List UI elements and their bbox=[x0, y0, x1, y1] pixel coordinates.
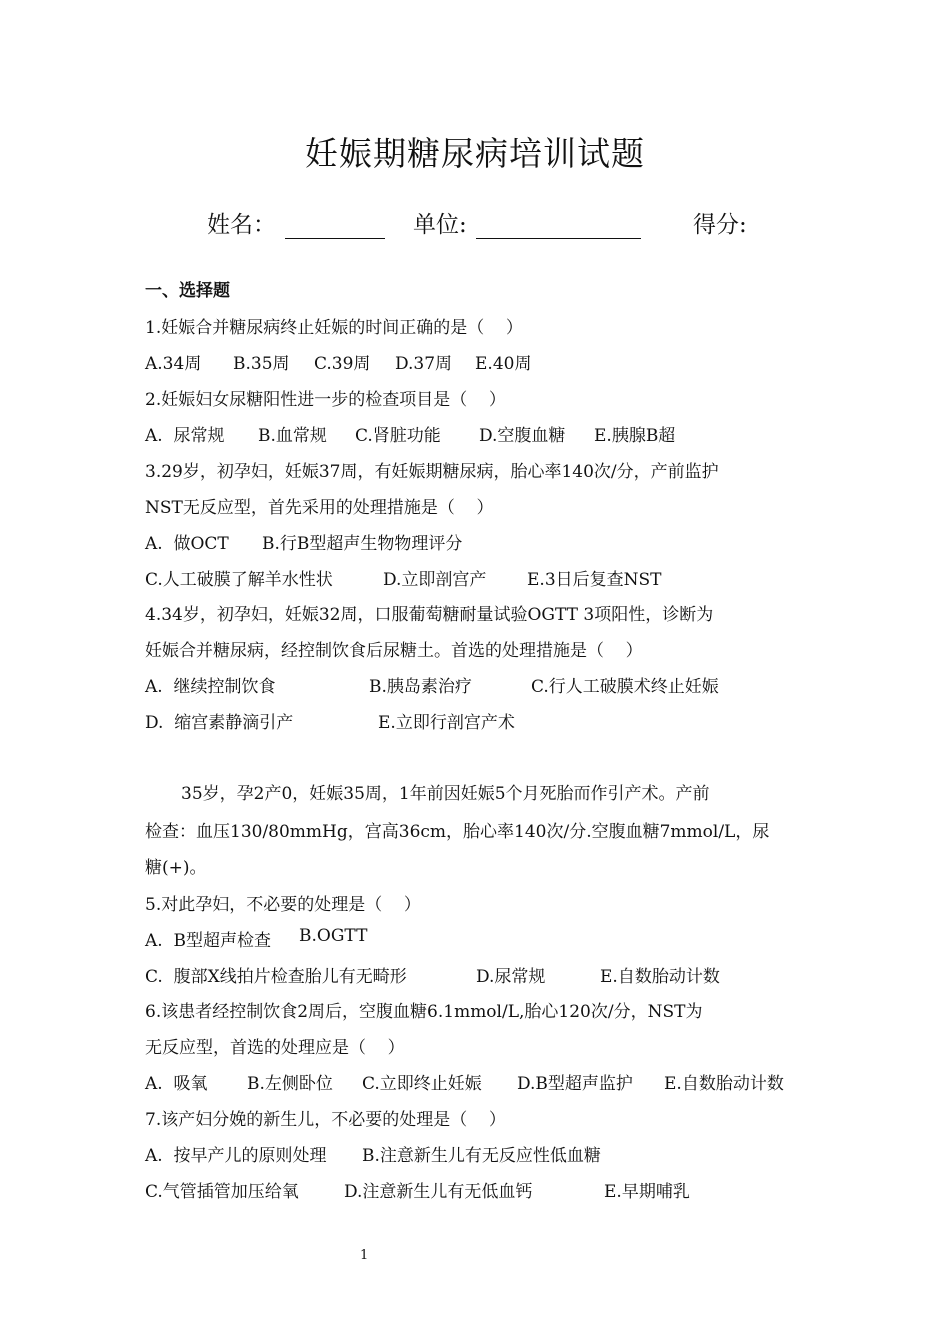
question-3-stem-line2: NST无反应型，首先采用的处理措施是（ ） bbox=[145, 498, 494, 518]
score-label: 得分: bbox=[693, 212, 747, 238]
q2-option-c: C.肾脏功能 bbox=[355, 426, 441, 446]
q4-option-e: E.立即行剖宫产术 bbox=[378, 713, 515, 733]
q6-option-d: D.B型超声监护 bbox=[517, 1074, 633, 1094]
page-title: 妊娠期糖尿病培训试题 bbox=[305, 134, 645, 173]
q4-option-c: C.行人工破膜术终止妊娠 bbox=[531, 677, 719, 697]
q5-option-c: C. 腹部X线拍片检查胎儿有无畸形 bbox=[145, 967, 407, 987]
question-6-stem-line2: 无反应型，首选的处理应是（ ） bbox=[145, 1038, 405, 1058]
q4-option-d: D. 缩宫素静滴引产 bbox=[145, 713, 294, 733]
unit-label: 单位: bbox=[413, 212, 467, 238]
q5-option-d: D.尿常规 bbox=[476, 967, 546, 987]
q5-option-b: B.OGTT bbox=[299, 926, 368, 946]
name-label: 姓名： bbox=[207, 212, 276, 238]
name-blank[interactable] bbox=[285, 212, 385, 239]
q4-option-b: B.胰岛素治疗 bbox=[369, 677, 472, 697]
case-line2: 检查：血压130/80mmHg，宫高36cm，胎心率140次/分.空腹血糖7mmol/L，尿 bbox=[145, 822, 770, 842]
q3-option-d: D.立即剖宫产 bbox=[383, 570, 487, 590]
q3-option-c: C.人工破膜了解羊水性状 bbox=[145, 570, 333, 590]
q5-option-e: E.自数胎动计数 bbox=[600, 967, 720, 987]
q7-option-a: A. 按早产儿的原则处理 bbox=[145, 1146, 327, 1166]
q6-option-c: C.立即终止妊娠 bbox=[362, 1074, 482, 1094]
case-line1: 35岁，孕2产0，妊娠35周，1年前因妊娠5个月死胎而作引产术。产前 bbox=[181, 784, 710, 804]
q1-option-a: A.34周 bbox=[145, 354, 202, 374]
question-2-stem: 2.妊娠妇女尿糖阳性进一步的检查项目是（ ） bbox=[145, 390, 506, 410]
q2-option-e: E.胰腺B超 bbox=[594, 426, 676, 446]
q7-option-c: C.气管插管加压给氧 bbox=[145, 1182, 299, 1202]
q5-option-a: A. B型超声检查 bbox=[145, 931, 271, 951]
q1-option-e: E.40周 bbox=[475, 354, 532, 374]
q4-option-a: A. 继续控制饮食 bbox=[145, 677, 276, 697]
section-heading: 一、选择题 bbox=[145, 281, 230, 301]
q1-option-b: B.35周 bbox=[233, 354, 290, 374]
q1-option-c: C.39周 bbox=[314, 354, 371, 374]
q6-option-e: E.自数胎动计数 bbox=[664, 1074, 784, 1094]
q3-option-b: B.行B型超声生物物理评分 bbox=[262, 534, 463, 554]
q6-option-b: B.左侧卧位 bbox=[247, 1074, 333, 1094]
q7-option-d: D.注意新生儿有无低血钙 bbox=[344, 1182, 533, 1202]
q7-option-b: B.注意新生儿有无反应性低血糖 bbox=[362, 1146, 601, 1166]
question-4-stem-line2: 妊娠合并糖尿病，经控制饮食后尿糖土。首选的处理措施是（ ） bbox=[145, 641, 643, 661]
question-5-stem: 5.对此孕妇，不必要的处理是（ ） bbox=[145, 895, 421, 915]
unit-blank[interactable] bbox=[476, 212, 641, 239]
q2-option-b: B.血常规 bbox=[258, 426, 327, 446]
q2-option-d: D.空腹血糖 bbox=[479, 426, 566, 446]
question-3-stem-line1: 3.29岁，初孕妇，妊娠37周，有妊娠期糖尿病，胎心率140次/分，产前监护 bbox=[145, 462, 719, 482]
page-number: 1 bbox=[360, 1248, 369, 1263]
q3-option-a: A. 做OCT bbox=[145, 534, 229, 554]
question-4-stem-line1: 4.34岁，初孕妇，妊娠32周，口服葡萄糖耐量试验OGTT 3项阳性，诊断为 bbox=[145, 605, 714, 625]
case-line3: 糖(+)。 bbox=[145, 858, 207, 878]
q3-option-e: E.3日后复查NST bbox=[527, 570, 662, 590]
q6-option-a: A. 吸氧 bbox=[145, 1074, 208, 1094]
question-1-stem: 1.妊娠合并糖尿病终止妊娠的时间正确的是（ ） bbox=[145, 318, 523, 338]
question-6-stem-line1: 6.该患者经控制饮食2周后，空腹血糖6.1mmol/L,胎心120次/分，NST为 bbox=[145, 1002, 703, 1022]
q1-option-d: D.37周 bbox=[395, 354, 453, 374]
question-7-stem: 7.该产妇分娩的新生儿，不必要的处理是（ ） bbox=[145, 1110, 506, 1130]
q2-option-a: A. 尿常规 bbox=[145, 426, 225, 446]
q7-option-e: E.早期哺乳 bbox=[604, 1182, 690, 1202]
